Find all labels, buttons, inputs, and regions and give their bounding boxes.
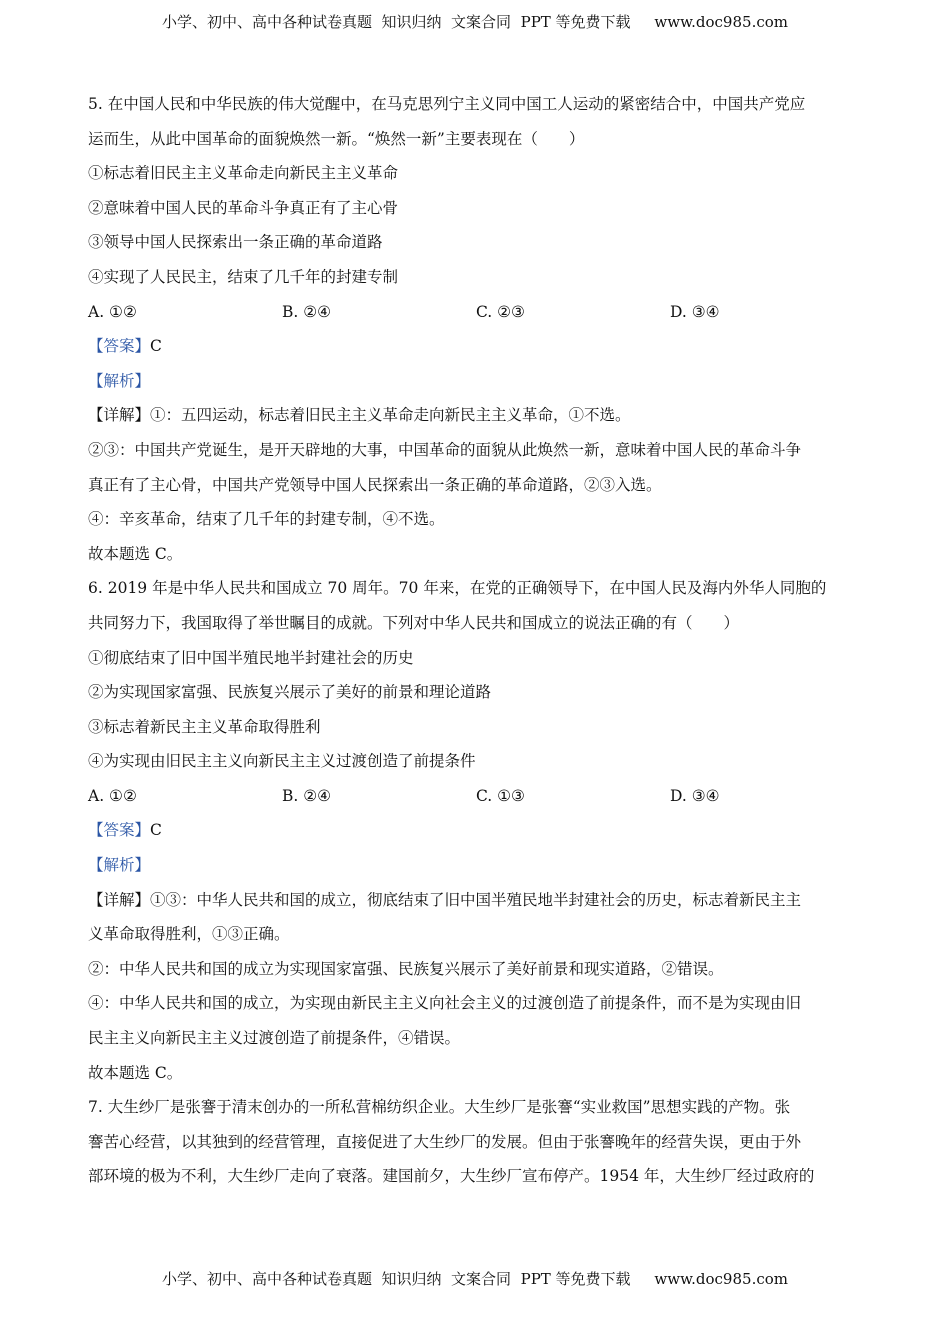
page-footer: 小学、初中、高中各种试卷真题 知识归纳 文案合同 PPT 等免费下载 www.doc985.com: [161, 1270, 788, 1288]
detail-line: [88, 883, 864, 918]
answer-tag: 【答案】: [88, 821, 151, 840]
detail-text: ①③：中华人民共和国的成立，彻底结束了旧中国半殖民地半封建社会的历史，标志着新民主主: [150, 890, 802, 909]
question-stem-line: 部环境的极为不利，大生纱厂走向了衰落。建国前夕，大生纱厂宣布停产。1954 年，大生纱厂经过政府的: [88, 1167, 815, 1186]
question-stem-line: 6. 2019 年是中华人民共和国成立 70 周年。70 年来，在党的正确领导下，在中国人民及海内外华人同胞的: [88, 579, 827, 598]
statement-item: ①彻底结束了旧中国半殖民地半封建社会的历史: [88, 648, 414, 667]
answer-value: C: [150, 337, 162, 356]
analysis-tag: 【解析】: [88, 856, 151, 875]
detail-line: ②③：中国共产党诞生，是开天辟地的大事，中国革命的面貌从此焕然一新，意味着中国人民的革命斗争: [88, 440, 802, 459]
answer-value: C: [150, 821, 162, 840]
answer-options: [88, 295, 864, 330]
answer-tag: 【答案】: [88, 337, 151, 356]
question-stem-line: 共同努力下，我国取得了举世瞩目的成就。下列对中华人民共和国成立的说法正确的有（ ）: [88, 613, 740, 632]
detail-tag: 【详解】: [88, 406, 151, 425]
document-body: [88, 87, 864, 1194]
option-a: A. ①②: [88, 302, 137, 321]
question-stem-line: 运而生，从此中国革命的面貌焕然一新。“焕然一新”主要表现在（ ）: [88, 129, 585, 148]
option-a: A. ①②: [88, 786, 137, 805]
detail-line: 真正有了主心骨，中国共产党领导中国人民探索出一条正确的革命道路，②③入选。: [88, 475, 662, 494]
detail-line: ④：中华人民共和国的成立，为实现由新民主主义向社会主义的过渡创造了前提条件，而不是为实现由旧: [88, 994, 802, 1013]
question-6: [88, 571, 864, 1090]
option-d: D. ③④: [670, 786, 720, 805]
question-5: [88, 87, 864, 571]
option-b: B. ②④: [282, 786, 332, 805]
question-stem-line: 5. 在中国人民和中华民族的伟大觉醒中，在马克思列宁主义同中国工人运动的紧密结合中，中国共产党应: [88, 95, 806, 113]
statement-item: ③标志着新民主主义革命取得胜利: [88, 717, 321, 736]
question-7: [88, 1090, 864, 1194]
statement-item: ②为实现国家富强、民族复兴展示了美好的前景和理论道路: [88, 683, 492, 702]
statement-item: ④实现了人民民主，结束了几千年的封建专制: [88, 267, 399, 286]
analysis-line: [88, 848, 864, 883]
page-header: 小学、初中、高中各种试卷真题 知识归纳 文案合同 PPT 等免费下载 www.doc985.com: [161, 13, 788, 31]
answer-options: [88, 779, 864, 814]
statement-item: ③领导中国人民探索出一条正确的革命道路: [88, 233, 383, 252]
option-b: B. ②④: [282, 302, 332, 321]
statement-item: ④为实现由旧民主主义向新民主主义过渡创造了前提条件: [88, 752, 476, 771]
analysis-line: [88, 364, 864, 399]
option-c: C. ①③: [476, 786, 525, 805]
option-c: C. ②③: [476, 302, 525, 321]
detail-text: ①：五四运动，标志着旧民主主义革命走向新民主主义革命，①不选。: [150, 406, 631, 425]
detail-line: ②：中华人民共和国的成立为实现国家富强、民族复兴展示了美好前景和现实道路，②错误。: [88, 959, 724, 978]
answer-line: [88, 813, 864, 848]
conclusion-line: 故本题选 C。: [88, 544, 183, 563]
question-stem-line: 謇苦心经营，以其独到的经营管理，直接促进了大生纱厂的发展。但由于张謇晚年的经营失误，更由于外: [88, 1132, 802, 1151]
conclusion-line: 故本题选 C。: [88, 1063, 183, 1082]
analysis-tag: 【解析】: [88, 371, 151, 390]
detail-line: ④：辛亥革命，结束了几千年的封建专制，④不选。: [88, 510, 445, 529]
statement-item: ②意味着中国人民的革命斗争真正有了主心骨: [88, 198, 399, 217]
option-d: D. ③④: [670, 302, 720, 321]
detail-tag: 【详解】: [88, 890, 151, 909]
answer-line: [88, 329, 864, 364]
detail-line: [88, 398, 864, 433]
detail-line: 义革命取得胜利，①③正确。: [88, 925, 290, 944]
statement-item: ①标志着旧民主主义革命走向新民主主义革命: [88, 164, 399, 183]
question-stem-line: 7. 大生纱厂是张謇于清末创办的一所私营棉纺织企业。大生纱厂是张謇“实业救国”思想实践的产物。张: [88, 1098, 791, 1117]
detail-line: 民主主义向新民主主义过渡创造了前提条件，④错误。: [88, 1029, 461, 1048]
